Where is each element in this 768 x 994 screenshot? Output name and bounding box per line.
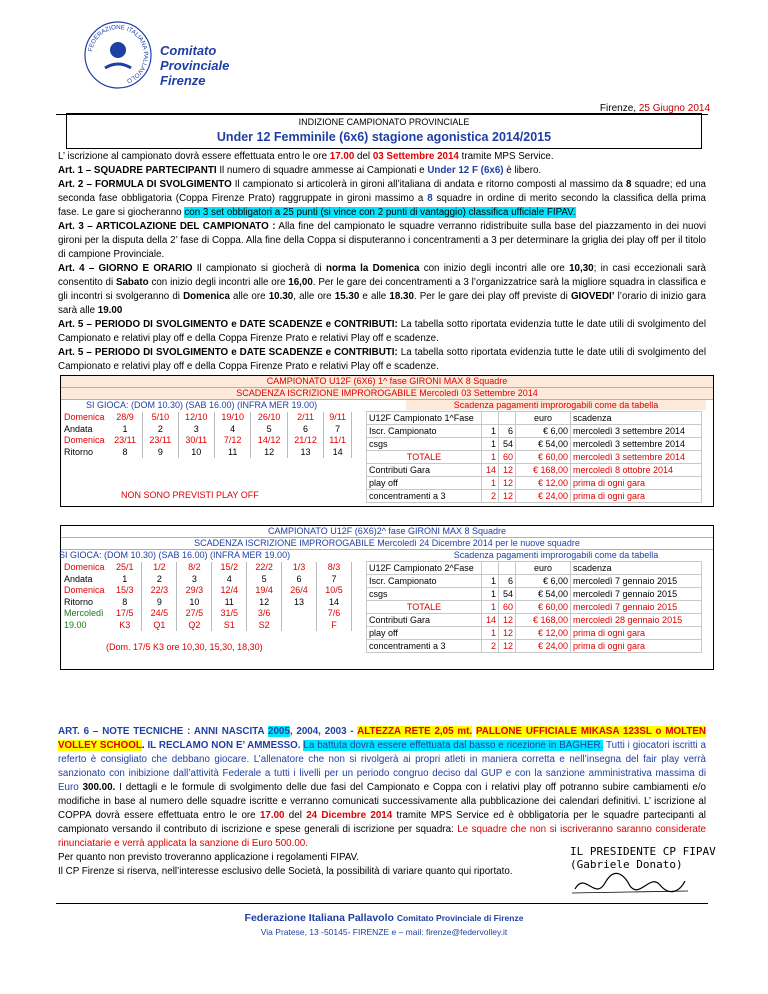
table1-pay-title: Scadenza pagamenti improrogabili come da tabella bbox=[406, 400, 706, 410]
art-6-p3: Il CP Firenze si riserva, nell’interesse esclusivo delle Società, la possibilità di variare quanto qui riportato. bbox=[58, 866, 513, 877]
calendar-cell: 8 bbox=[108, 447, 143, 459]
calendar-cell: 19/10 bbox=[214, 412, 250, 424]
table2-calendar bbox=[62, 562, 352, 631]
table2-deadline: SCADENZA ISCRIZIONE IMPROROGABILE Mercoledì 24 Dicembre 2014 per le nuove squadre bbox=[61, 538, 713, 550]
pay-row: TOTALE 1 60 € 60,00 mercoledì 7 gennaio 2015 bbox=[367, 601, 702, 614]
row-label: Andata bbox=[64, 573, 93, 584]
calendar-cell: 7 bbox=[324, 424, 352, 436]
calendar-cell: 10 bbox=[178, 447, 214, 459]
pay-row: concentramenti a 3 2 12 € 24,00 prima di ogni gara bbox=[367, 640, 702, 653]
calendar-cell: 5 bbox=[251, 424, 287, 436]
calendar-cell: 5/10 bbox=[143, 412, 178, 424]
calendar-cell: 15/2 bbox=[212, 562, 247, 574]
intro: L’ iscrizione al campionato dovrà essere effettuata entro le ore 17.00 del 03 Settembre 2014 tramite MPS Service. bbox=[58, 151, 554, 162]
row-label: Domenica bbox=[64, 562, 105, 572]
calendar-cell: 11 bbox=[214, 447, 250, 459]
signature-block bbox=[570, 845, 716, 904]
calendar-cell: 4 bbox=[212, 574, 247, 586]
calendar-cell: 6 bbox=[287, 424, 323, 436]
row-label: Domenica bbox=[64, 435, 105, 445]
art-5: Art. 5 – PERIODO DI SVOLGIMENTO e DATE SCADENZE e CONTRIBUTI: La tabella sotto riportata evidenzia tutte le date utili di svolgimento del Campionato e relativi play off e della Coppa Firenze Prato e relativi Play off e scadenze. bbox=[58, 319, 707, 344]
signature-name: (Gabriele Donato) bbox=[570, 858, 683, 871]
table2-row bbox=[62, 608, 352, 620]
art-3: Art. 3 – ARTICOLAZIONE DEL CAMPIONATO : Alla fine del campionato le squadre verranno ridistribuite sulla base del piazzamento in dei nuovi gironi per la disputa della 2’ fase di Coppa. Alla fine della Coppa si disputeranno i concentramenti a 3 per determinare la griglia dei play off per il titolo di campione Provinciale. bbox=[58, 221, 706, 260]
table1-row bbox=[62, 424, 352, 436]
schedule-table-1 bbox=[60, 375, 714, 507]
table2-note: (Dom. 17/5 K3 ore 10,30, 15,30, 18,30) bbox=[106, 642, 263, 652]
calendar-cell: 1/3 bbox=[282, 562, 317, 574]
logo-ring-text: FEDERAZIONE ITALIANA PALLAVOLO bbox=[87, 23, 150, 85]
calendar-cell: S1 bbox=[212, 620, 247, 632]
calendar-cell: 14/12 bbox=[251, 435, 287, 447]
calendar-cell: 2 bbox=[143, 424, 178, 436]
calendar-cell: 3 bbox=[178, 424, 214, 436]
calendar-cell: 12/10 bbox=[178, 412, 214, 424]
calendar-cell: 10/5 bbox=[317, 585, 352, 597]
calendar-cell: 14 bbox=[324, 447, 352, 459]
art-4: Art. 4 – GIORNO E ORARIO Il campionato si giocherà di norma la Domenica con inizio degli incontri alle ore 10,30; in casi eccezionali sarà consentito di Sabato con inizio degli incontri alle ore 16,00. Per le gare dei concentramenti a 3 l’organizzatrice sarà la migliore squadra in classifica e gli incontri si svolgeranno di Domenica alle ore 10.30, alle ore 15.30 e alle 18.30. Per le gare dei play off previste di GIOVEDI’ l’orario di inizio gara sarà alle 19.00 bbox=[58, 263, 706, 316]
pay-header: U12F Campionato 2^Fase euro scadenza bbox=[367, 562, 702, 575]
calendar-cell: 11 bbox=[212, 597, 247, 609]
calendar-cell: 29/3 bbox=[177, 585, 212, 597]
pay-row: Contributi Gara 14 12 € 168,00 mercoledì 8 ottobre 2014 bbox=[367, 464, 702, 477]
row-label: Domenica bbox=[64, 585, 105, 595]
art-6-text: ART. 6 – NOTE TECNICHE : ANNI NASCITA 2005, 2004, 2003 - ALTEZZA RETE 2,05 mt. PALLONE UFFICIALE MIKASA 123SL o MOLTEN VOLLEY SCHOOL. IL RECLAMO NON E’ AMMESSO. La battuta dovrà essere effettuata dal basso e ricezione in BAGHER. Tutti i giocatori iscritti a referto è consigliato che debbano giocare. L’allenatore che non si rivolgerà ai propri atleti in maniera corretta e nell’insegna del fair play verrà sanzionato con inibizione dall’attività Federale a tutti i livelli per un periodo congruo deciso dal GUP e con la sanzione amministrativa massima di Euro 300.00. I dettagli e le formule di svolgimento delle due fasi del Campionato e Coppa con i relativi play off potranno subire cambiamenti e/o modifiche in base al numero delle squadre iscritte e verranno comunicati successivamente alla pubblicazione dei calendari definitivi. L’ iscrizione al COPPA dovrà essere effettuata entro le ore 17.00 del 24 Dicembre 2014 tramite MPS Service ed è obbligatoria per le squadre partecipanti al campionato versando il contributo di iscrizione e spese generali di iscrizione per squadra: Le squadre che non si iscriveranno saranno considerate rinunciatarie e verrà applicata la sanzione di Euro 500.00. bbox=[58, 726, 706, 849]
calendar-cell: 7/6 bbox=[317, 608, 352, 620]
calendar-cell: 12 bbox=[247, 597, 282, 609]
pay-row: play off 1 12 € 12,00 prima di ogni gara bbox=[367, 477, 702, 490]
calendar-cell bbox=[282, 620, 317, 632]
calendar-cell: 9 bbox=[143, 447, 178, 459]
pay-row: concentramenti a 3 2 12 € 24,00 prima di ogni gara bbox=[367, 490, 702, 503]
calendar-cell: 2/11 bbox=[287, 412, 323, 424]
table2-title: CAMPIONATO U12F (6X6)2^ fase GIRONI MAX 8 Squadre bbox=[61, 526, 713, 538]
committee-name bbox=[160, 43, 229, 88]
calendar-cell: Q1 bbox=[142, 620, 177, 632]
fipav-logo bbox=[83, 20, 153, 90]
row-label: 19.00 bbox=[64, 619, 87, 630]
calendar-cell: 8 bbox=[108, 597, 142, 609]
calendar-cell: 23/11 bbox=[108, 435, 143, 447]
city: Firenze, bbox=[599, 103, 639, 114]
calendar-cell: 10 bbox=[177, 597, 212, 609]
pay-row: Iscr. Campionato 1 6 € 6,00 mercoledì 7 gennaio 2015 bbox=[367, 575, 702, 588]
title-box bbox=[66, 113, 702, 149]
calendar-cell: 8/2 bbox=[177, 562, 212, 574]
art-1: Art. 1 – SQUADRE PARTECIPANTI Il numero di squadre ammesse ai Campionati e Under 12 F (6x6) è libero. bbox=[58, 165, 542, 176]
calendar-cell: K3 bbox=[108, 620, 142, 632]
calendar-cell: 2 bbox=[142, 574, 177, 586]
footer-rule bbox=[56, 903, 708, 904]
calendar-cell: 9/11 bbox=[324, 412, 352, 424]
table2-row bbox=[62, 574, 352, 586]
calendar-cell: 8/3 bbox=[317, 562, 352, 574]
calendar-cell: 9 bbox=[142, 597, 177, 609]
calendar-cell: 17/5 bbox=[108, 608, 142, 620]
calendar-cell: 13 bbox=[282, 597, 317, 609]
org-line: Provinciale bbox=[160, 58, 230, 73]
art-6-p2: Per quanto non previsto troveranno applicazione i regolamenti FIPAV. bbox=[58, 852, 359, 863]
art-2: Art. 2 – FORMULA DI SVOLGIMENTO Il campionato si articolerà in gironi all’italiana di andata e ritorno composti al massimo da 8 squadre; ed una seconda fase obbligatoria (Coppa Firenze Prato) raggruppate in gironi massimo a 8 squadre in ordine di merito secondo la classifica della prima fase. Le gare si giocheranno con 3 set obbligatori a 25 punti (si vince con 2 punti di vantaggio) classifica ufficiale FIPAV. bbox=[58, 179, 706, 218]
calendar-cell: 7/12 bbox=[214, 435, 250, 447]
table1-deadline: SCADENZA ISCRIZIONE IMPROROGABILE Mercoledì 03 Settembre 2014 bbox=[61, 388, 713, 400]
calendar-cell: 22/2 bbox=[247, 562, 282, 574]
art-5-repeat: Art. 5 – PERIODO DI SVOLGIMENTO e DATE SCADENZE e CONTRIBUTI: La tabella sotto riportata evidenzia tutte le date utili di svolgimento del Campionato e relativi play off e della Coppa Firenze Prato e relativi Play off e scadenze. bbox=[58, 347, 707, 372]
pay-row: Contributi Gara 14 12 € 168,00 mercoledì 28 gennaio 2015 bbox=[367, 614, 702, 627]
calendar-cell: F bbox=[317, 620, 352, 632]
calendar-cell: 14 bbox=[317, 597, 352, 609]
calendar-cell bbox=[282, 608, 317, 620]
footer-address: Via Pratese, 13 -50145- FIRENZE e – mail: firenze@federvolley.it bbox=[260, 927, 508, 937]
calendar-cell: 25/1 bbox=[108, 562, 142, 574]
table2-row bbox=[62, 585, 352, 597]
table2-pay-title: Scadenza pagamenti improrogabili come da tabella bbox=[453, 550, 659, 560]
row-label: Mercoledì bbox=[64, 608, 104, 618]
footer-line1: Federazione Italiana Pallavolo Comitato Provinciale di Firenze bbox=[244, 912, 524, 924]
table1-calendar bbox=[62, 412, 352, 458]
title-small: INDIZIONE CAMPIONATO PROVINCIALE bbox=[298, 117, 470, 127]
calendar-cell: 26/10 bbox=[251, 412, 287, 424]
calendar-cell: 7 bbox=[317, 574, 352, 586]
table2-payments bbox=[366, 561, 702, 653]
table1-payments bbox=[366, 411, 702, 503]
schedule-table-2 bbox=[60, 525, 714, 670]
calendar-cell: 1 bbox=[108, 424, 143, 436]
calendar-cell: 15/3 bbox=[108, 585, 142, 597]
calendar-cell: 27/5 bbox=[177, 608, 212, 620]
calendar-cell: 24/5 bbox=[142, 608, 177, 620]
table1-row bbox=[62, 435, 352, 447]
table2-row bbox=[62, 597, 352, 609]
org-line: Firenze bbox=[160, 73, 206, 88]
calendar-cell: 4 bbox=[214, 424, 250, 436]
calendar-cell: Q2 bbox=[177, 620, 212, 632]
table1-note: NON SONO PREVISTI PLAY OFF bbox=[121, 490, 259, 500]
date: 25 Giugno 2014 bbox=[638, 103, 710, 114]
calendar-cell: 6 bbox=[282, 574, 317, 586]
pay-row: TOTALE 1 60 € 60,00 mercoledì 3 settembre 2014 bbox=[367, 451, 702, 464]
calendar-cell: 13 bbox=[287, 447, 323, 459]
calendar-cell: 23/11 bbox=[143, 435, 178, 447]
calendar-cell: 3 bbox=[177, 574, 212, 586]
handwritten-signature bbox=[570, 871, 690, 901]
calendar-cell: S2 bbox=[247, 620, 282, 632]
table1-row bbox=[62, 412, 352, 424]
table2-row bbox=[62, 562, 352, 574]
table1-si-gioca: SI GIOCA: (DOM 10.30) (SAB 16.00) (INFRA MER 19.00) bbox=[86, 400, 318, 410]
calendar-cell: 28/9 bbox=[108, 412, 143, 424]
org-line: Comitato bbox=[160, 43, 217, 58]
pay-row: csgs 1 54 € 54,00 mercoledì 7 gennaio 2015 bbox=[367, 588, 702, 601]
pay-row: csgs 1 54 € 54,00 mercoledì 3 settembre 2014 bbox=[367, 438, 702, 451]
calendar-cell: 1 bbox=[108, 574, 142, 586]
calendar-cell: 12 bbox=[251, 447, 287, 459]
calendar-cell: 22/3 bbox=[142, 585, 177, 597]
calendar-cell: 30/11 bbox=[178, 435, 214, 447]
table1-row bbox=[62, 447, 352, 459]
calendar-cell: 5 bbox=[247, 574, 282, 586]
row-label: Andata bbox=[64, 423, 93, 434]
signature-role: IL PRESIDENTE CP FIPAV bbox=[570, 845, 716, 858]
pay-row: Iscr. Campionato 1 6 € 6,00 mercoledì 3 settembre 2014 bbox=[367, 425, 702, 438]
calendar-cell: 1/2 bbox=[142, 562, 177, 574]
pay-row: play off 1 12 € 12,00 prima di ogni gara bbox=[367, 627, 702, 640]
table1-title: CAMPIONATO U12F (6X6) 1^ fase GIRONI MAX 8 Squadre bbox=[61, 376, 713, 388]
articles bbox=[58, 150, 706, 374]
calendar-cell: 11/1 bbox=[324, 435, 352, 447]
calendar-cell: 31/5 bbox=[212, 608, 247, 620]
calendar-cell: 3/6 bbox=[247, 608, 282, 620]
row-label: Ritorno bbox=[64, 596, 94, 607]
title-main: Under 12 Femminile (6x6) stagione agonistica 2014/2015 bbox=[216, 130, 552, 144]
calendar-cell: 12/4 bbox=[212, 585, 247, 597]
calendar-cell: 21/12 bbox=[287, 435, 323, 447]
calendar-cell: 19/4 bbox=[247, 585, 282, 597]
row-label: Domenica bbox=[64, 412, 105, 422]
calendar-cell: 26/4 bbox=[282, 585, 317, 597]
table2-row bbox=[62, 620, 352, 632]
row-label: Ritorno bbox=[64, 446, 94, 457]
pay-header: U12F Campionato 1^Fase euro scadenza bbox=[367, 412, 702, 425]
table2-si-gioca: SI GIOCA: (DOM 10.30) (SAB 16.00) (INFRA MER 19.00) bbox=[59, 550, 291, 560]
